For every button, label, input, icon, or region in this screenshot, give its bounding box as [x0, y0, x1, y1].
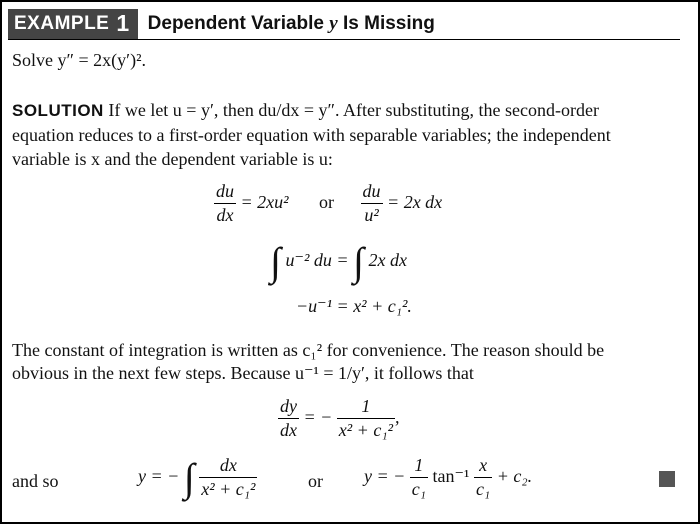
frac-num: 1 [361, 396, 371, 416]
integral-sign: ∫ [270, 239, 281, 284]
title-part-1: Dependent Variable [147, 12, 330, 34]
example-header [8, 9, 680, 39]
eq4-eqsign: = − [303, 407, 333, 428]
frac-den: dx [278, 418, 299, 442]
example-tab [8, 9, 138, 39]
example-number: 1 [116, 10, 130, 37]
frac-den: c₁ [474, 477, 492, 501]
frac-den: c₁ [410, 477, 428, 501]
solution-line-1 [12, 99, 599, 122]
frac-dx-over [199, 454, 257, 502]
frac-num: 1 [414, 455, 424, 475]
frac-num: x [479, 455, 488, 475]
equation-4 [278, 395, 399, 443]
frac-den: u² [361, 203, 383, 227]
eq5-tail: + c₂. [496, 466, 533, 487]
equation-2 [270, 239, 407, 284]
frac-1-over [337, 395, 395, 443]
equation-3: −u⁻¹ = x² + c₁². [296, 296, 412, 316]
example-title [148, 12, 435, 37]
eq5-lhs: y = − [138, 466, 180, 487]
title-part-2: Is Missing [337, 12, 435, 34]
eq5-lhs2: y = − [364, 466, 406, 487]
paragraph-2-line-1: The constant of integration is written as c₁² for convenience. The reason should be [12, 340, 605, 360]
eq1-rhs2: = 2x dx [387, 192, 443, 213]
eq4-comma: , [394, 407, 400, 428]
title-var: y [329, 12, 338, 34]
frac-du-u2 [361, 180, 383, 228]
eq1-rhs: = 2xu² [240, 192, 289, 213]
frac-num: du [362, 181, 381, 201]
eq2-right: 2x dx [368, 250, 407, 271]
solution-label: SOLUTION [12, 101, 104, 120]
tan-inverse: tan⁻¹ [432, 466, 470, 487]
frac-du-dx [214, 180, 236, 228]
frac-den: x² + c₁² [337, 418, 395, 442]
eq1-or: or [319, 192, 335, 213]
solution-line-2: equation reduces to a first-order equation with separable variables; the independent [12, 125, 611, 145]
frac-x-c1 [474, 454, 492, 502]
end-of-example-square-icon [659, 471, 675, 487]
frac-den: x² + c₁² [199, 477, 257, 501]
solution-line-3: variable is x and the dependent variable is u: [12, 149, 333, 169]
frac-den: dx [214, 203, 236, 227]
frac-num: dy [280, 396, 297, 416]
frac-num: dx [219, 455, 237, 475]
equation-5-left [138, 454, 257, 502]
frac-dy-dx [278, 395, 299, 443]
solution-text-1: If we let u = y′, then du/dx = y″. After substituting, the second-order [103, 100, 599, 120]
header-rule [8, 39, 680, 40]
example-label: EXAMPLE [14, 12, 110, 34]
eq5-or: or [308, 471, 323, 491]
and-so-label: and so [12, 471, 59, 491]
paragraph-2-line-2: obvious in the next few steps. Because u⁻¹ = 1/y′, it follows that [12, 363, 474, 383]
integral-sign: ∫ [353, 239, 364, 284]
problem-statement: Solve y″ = 2x(y′)². [12, 50, 146, 70]
frac-1-c1 [410, 454, 428, 502]
integral-sign: ∫ [183, 454, 195, 500]
equation-5-right [364, 454, 532, 502]
equation-1 [214, 180, 442, 228]
eq2-left: u⁻² du = [285, 250, 349, 271]
frac-num: du [216, 181, 234, 201]
